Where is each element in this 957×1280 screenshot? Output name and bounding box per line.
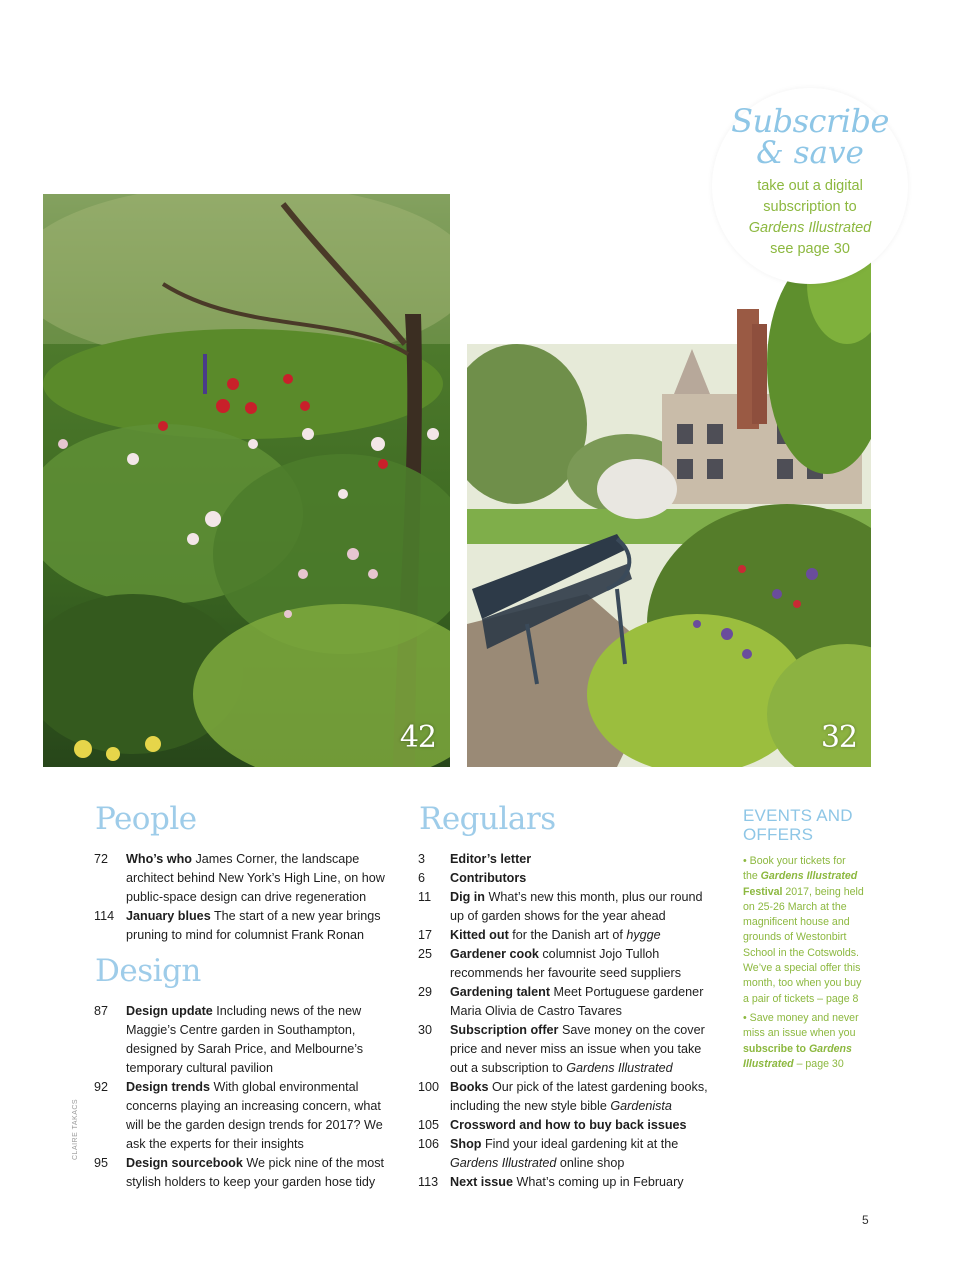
offer-text: – page 30 [793, 1057, 844, 1070]
page-num: 87 [94, 1004, 109, 1018]
offer-text: the [743, 870, 761, 883]
entry-title: Editor’s letter [450, 852, 532, 866]
toc-entry[interactable] [418, 1116, 718, 1135]
entry-text: for the Danish art of [508, 928, 627, 942]
subscription-offer[interactable] [743, 1011, 873, 1072]
page-ref-32: 32 [820, 720, 857, 755]
entry-text: architect behind New York’s High Line, on how [126, 871, 385, 885]
entry-title: Books [450, 1080, 489, 1094]
entry-title: Contributors [450, 871, 527, 885]
subscribe-promo[interactable] [712, 88, 908, 284]
toc-entry[interactable] [94, 850, 394, 907]
entry-text: With global environmental [209, 1080, 359, 1094]
toc-entry[interactable] [94, 1078, 394, 1154]
page-num: 6 [418, 871, 426, 885]
entry-text: Save money on the cover [558, 1023, 705, 1037]
entry-text: Meet Portuguese gardener [550, 985, 704, 999]
entry-text-italic: Gardens Illustrated [566, 1061, 673, 1075]
page-number: 5 [862, 1213, 869, 1227]
toc-entry[interactable] [418, 926, 718, 945]
offer-text: School in the Cotswolds. [743, 946, 860, 959]
toc-entry[interactable] [418, 850, 718, 869]
promo-title: Subscribe [731, 102, 889, 140]
entry-title: Shop [450, 1137, 482, 1151]
offer-text: 2017, being held [782, 885, 864, 898]
offer-text: magnificent house and [743, 916, 850, 929]
design-heading: Design [95, 953, 201, 989]
entry-text: designed by Sarah Price, and Melbourne’s [126, 1042, 364, 1056]
promo-line: Gardens Illustrated [748, 220, 872, 236]
offer-text-bold: Festival [743, 885, 783, 898]
entry-title: Gardening talent [450, 985, 551, 999]
promo-title-2: & save [756, 135, 864, 171]
toc-entry[interactable] [418, 888, 718, 926]
events-heading [743, 806, 883, 844]
entry-title: January blues [126, 909, 211, 923]
entry-text: Our pick of the latest gardening books, [488, 1080, 708, 1094]
toc-entry[interactable] [418, 1078, 718, 1116]
entry-text: will be the garden design trends for 2017? We [126, 1118, 383, 1132]
offer-text: a pair of tickets – page 8 [743, 992, 859, 1005]
entry-text: online shop [556, 1156, 625, 1170]
page-num: 25 [418, 947, 433, 961]
page-num: 72 [94, 852, 109, 866]
page-num: 30 [418, 1023, 433, 1037]
offer-text: miss an issue when you [743, 1027, 856, 1040]
page-num: 100 [418, 1080, 440, 1094]
entry-title: Dig in [450, 890, 485, 904]
entry-text: recommends her favourite seed suppliers [450, 966, 681, 980]
toc-entry[interactable] [418, 869, 718, 888]
offer-text-bold: Gardens [808, 1042, 852, 1055]
toc-entry[interactable] [418, 1021, 718, 1078]
offer-text: • Book your tickets for [743, 855, 846, 867]
entry-text: Find your ideal gardening kit at the [481, 1137, 679, 1151]
events-heading-line: OFFERS [743, 825, 814, 844]
toc-entry[interactable] [94, 1154, 394, 1192]
entry-text: columnist Jojo Tulloh [538, 947, 660, 961]
promo-text [712, 176, 908, 260]
entry-text: public-space design can drive regeneration [126, 890, 367, 904]
offer-text: We’ve a special offer this [743, 962, 861, 975]
page-num: 17 [418, 928, 433, 942]
garden-border-photo [43, 194, 450, 767]
entry-text: up of garden shows for the year ahead [450, 909, 666, 923]
entry-title: Crossword and how to buy back issues [450, 1118, 687, 1132]
festival-offer[interactable] [743, 854, 873, 1007]
entry-text: ask the experts for their insights [126, 1137, 304, 1151]
offer-text: on 25-26 March at the [743, 900, 847, 913]
entry-text-italic: Gardens Illustrated [450, 1156, 557, 1170]
promo-line: see page 30 [770, 241, 850, 257]
offer-text: • Save money and never [743, 1012, 859, 1024]
offer-text: month, too when you buy [743, 977, 862, 990]
toc-entry[interactable] [418, 983, 718, 1021]
entry-text: Including news of the new [212, 1004, 362, 1018]
entry-title: Next issue [450, 1175, 513, 1189]
page-num: 29 [418, 985, 433, 999]
page-ref-42: 42 [399, 720, 436, 755]
entry-text: pruning to mind for columnist Frank Ronan [126, 928, 364, 942]
entry-text: temporary cultural pavilion [126, 1061, 273, 1075]
entry-text: including the new style bible [450, 1099, 611, 1113]
entry-title: Subscription offer [450, 1023, 559, 1037]
entry-text: concerns playing an increasing concern, what [126, 1099, 381, 1113]
page-num: 3 [418, 852, 426, 866]
people-list [94, 850, 394, 945]
offer-text-bold: Gardens Illustrated [760, 870, 858, 883]
entry-text: James Corner, the landscape [192, 852, 360, 866]
promo-line: take out a digital [757, 178, 863, 194]
entry-title: Design sourcebook [126, 1156, 243, 1170]
entry-title: Design trends [126, 1080, 210, 1094]
page-num: 95 [94, 1156, 109, 1170]
offer-text-bold: subscribe to [743, 1042, 809, 1055]
entry-text: out a subscription to [450, 1061, 567, 1075]
regulars-heading: Regulars [419, 801, 556, 837]
events-heading-line: EVENTS AND [743, 806, 853, 825]
entry-title: Who’s who [126, 852, 192, 866]
toc-entry[interactable] [94, 1002, 394, 1078]
entry-text: What’s coming up in February [513, 1175, 684, 1189]
entry-text: stylish holders to keep your garden hose tidy [126, 1175, 376, 1189]
page-num: 114 [94, 909, 115, 923]
design-list [94, 1002, 394, 1192]
photo-credit: CLAIRE TAKACS [72, 1098, 79, 1160]
toc-entry[interactable] [94, 907, 394, 945]
entry-text: Maria Olivia de Castro Tavares [450, 1004, 622, 1018]
entry-title: Gardener cook [450, 947, 539, 961]
entry-text: We pick nine of the most [242, 1156, 385, 1170]
people-heading: People [95, 801, 197, 837]
garden-border-icon [43, 194, 450, 767]
offer-text-bold: Illustrated [743, 1057, 794, 1070]
regulars-list [418, 850, 718, 1192]
page-num: 113 [418, 1175, 439, 1189]
entry-text: The start of a new year brings [210, 909, 381, 923]
entry-text: price and never miss an issue when you take [450, 1042, 702, 1056]
entry-text-italic: hygge [626, 928, 661, 942]
entry-text-italic: Gardenista [610, 1099, 672, 1113]
entry-text: Maggie’s Centre garden in Southampton, [126, 1023, 356, 1037]
offer-text: grounds of Westonbirt [743, 931, 847, 944]
toc-entry[interactable] [418, 1135, 718, 1173]
page-num: 11 [418, 890, 432, 904]
toc-entry[interactable] [418, 945, 718, 983]
toc-entry[interactable] [418, 1173, 718, 1192]
entry-title: Design update [126, 1004, 213, 1018]
promo-line: subscription to [763, 199, 857, 215]
page-num: 105 [418, 1118, 440, 1132]
entry-title: Kitted out [450, 928, 509, 942]
page-num: 92 [94, 1080, 109, 1094]
page-num: 106 [418, 1137, 440, 1151]
entry-text: What’s new this month, plus our round [484, 890, 703, 904]
